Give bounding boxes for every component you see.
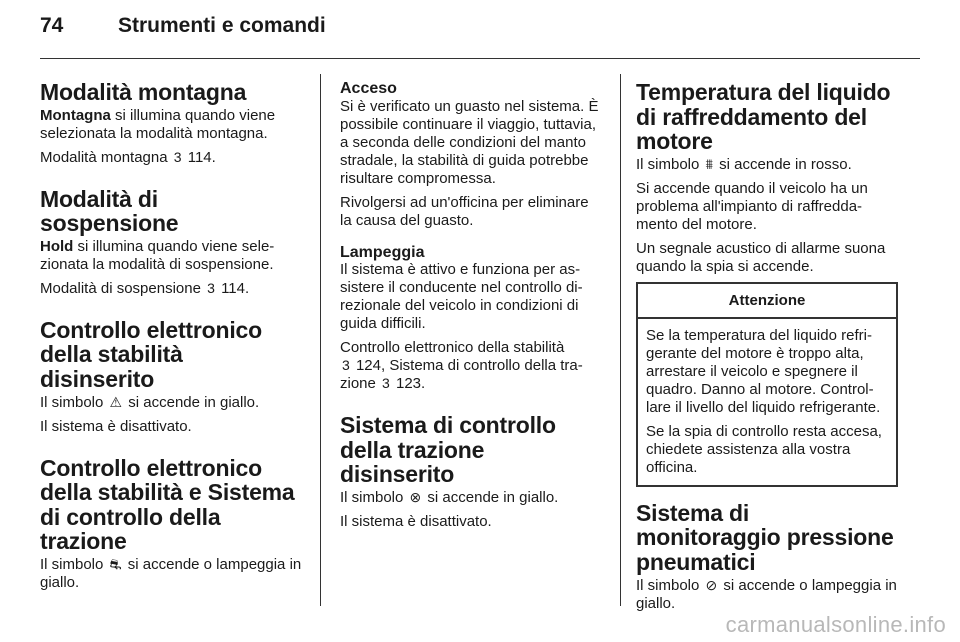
text: si accende o lampeggia in giallo. <box>40 556 302 592</box>
text: Il simbolo <box>40 393 108 411</box>
ref-page: 123. <box>391 375 426 393</box>
paragraph: Il sistema è disattivato. <box>340 513 492 531</box>
header-rule <box>40 58 920 59</box>
warning-body <box>638 319 896 485</box>
paragraph <box>340 489 602 507</box>
text: si illumina quando viene selezionata la modalità montagna. <box>40 106 276 142</box>
column-divider-2 <box>620 74 621 606</box>
heading-lampeggia: Lampeggia <box>340 243 425 261</box>
column-3 <box>636 80 898 619</box>
paragraph <box>40 556 302 592</box>
paragraph: Si è verificato un guasto nel sistema. È possibile continuare il viaggio, tuttavia, a seconda delle condizioni del manto stradale, la stabilità di guida potrebbe risultare compromessa. <box>340 97 599 187</box>
text: si accende in rosso. <box>715 155 852 173</box>
cross-reference <box>340 339 602 393</box>
text: si accende in giallo. <box>124 393 260 411</box>
tire-pressure-icon: ⊘ <box>705 576 718 593</box>
heading-esp-off: Controllo elettronico della stabilità disinserito <box>40 316 262 393</box>
page-ref-arrow-icon: 3 <box>207 279 215 296</box>
cross-reference <box>40 149 302 167</box>
indicator-label: Montagna <box>40 106 111 124</box>
heading-modalita-sospensione: Modalità di sospensione <box>40 185 179 237</box>
cross-reference <box>40 280 302 298</box>
heading-modalita-montagna: Modalità montagna <box>40 79 247 105</box>
heading-tc-off: Sistema di controllo della trazione disinserito <box>340 412 556 488</box>
ref-page: 114. <box>216 279 250 297</box>
page-header <box>40 14 326 38</box>
text: si accende in giallo. <box>423 489 559 507</box>
paragraph <box>636 577 898 613</box>
watermark: carmanualsonline.info <box>725 612 946 637</box>
warning-title: Attenzione <box>638 284 896 319</box>
page-ref-arrow-icon: 3 <box>173 148 182 165</box>
indicator-label: Hold <box>40 237 74 255</box>
heading-esp-tc: Controllo elettronico della stabilità e Sistema di controllo della trazione <box>40 454 295 555</box>
ref-text: Controllo elettronico della stabilità <box>340 339 565 357</box>
text: Il simbolo <box>636 576 704 594</box>
paragraph <box>40 107 302 143</box>
text: si illumina quando viene selezionata la modalità di sospensione. <box>40 237 275 273</box>
warning-paragraph: Se la spia di controllo resta accesa, chiedete assistenza alla vostra officina. <box>646 422 882 476</box>
paragraph: Rivolgersi ad un'officina per eliminare la causa del guasto. <box>340 193 589 229</box>
page-ref-arrow-icon: 3 <box>342 357 350 374</box>
ref-text: 124, Sistema di controllo della trazione <box>340 357 583 393</box>
ref-page: 114. <box>183 148 216 166</box>
warning-box <box>636 282 898 487</box>
paragraph: Si accende quando il veicolo ha un problema all'impianto di raffreddamento del motore. <box>636 179 868 233</box>
paragraph: Il sistema è disattivato. <box>40 417 192 435</box>
page-number: 74 <box>40 14 64 37</box>
heading-tpms: Sistema di monitoraggio pressione pneumatici <box>636 499 894 576</box>
paragraph: Il sistema è attivo e funziona per assistere il conducente nel controllo direzionale del veicolo in condizioni di guida difficili. <box>340 261 583 333</box>
column-1 <box>40 80 302 598</box>
coolant-temperature-icon: ⩩ <box>705 155 714 172</box>
ref-text: Modalità montagna <box>40 148 168 166</box>
paragraph <box>636 156 898 174</box>
heading-acceso: Acceso <box>340 80 397 97</box>
column-divider-1 <box>320 74 321 606</box>
text: Il simbolo <box>40 556 108 574</box>
tc-off-icon: ⊗ <box>409 489 422 506</box>
esp-off-icon: ⚠ <box>109 393 123 410</box>
heading-coolant-temperature: Temperatura del liquido di raffreddamento del motore <box>636 79 891 155</box>
ref-text: Modalità di sospensione <box>40 279 201 297</box>
paragraph <box>40 238 302 274</box>
paragraph: Un segnale acustico di allarme suona quando la spia si accende. <box>636 239 886 275</box>
text: si accende o lampeggia in giallo. <box>636 576 897 612</box>
page-ref-arrow-icon: 3 <box>382 375 390 392</box>
text: Il simbolo <box>340 489 408 507</box>
text: Il simbolo <box>636 155 704 173</box>
page-title: Strumenti e comandi <box>118 14 326 37</box>
esp-tc-icon: ⛐ <box>109 556 122 573</box>
paragraph <box>40 394 302 412</box>
column-2 <box>340 80 602 537</box>
warning-paragraph: Se la temperatura del liquido refrigerante del motore è troppo alta, arrestare il veicolo e spegnere il quadro. Danno al motore. Controllare il livello del liquido refrigerante. <box>646 326 881 416</box>
